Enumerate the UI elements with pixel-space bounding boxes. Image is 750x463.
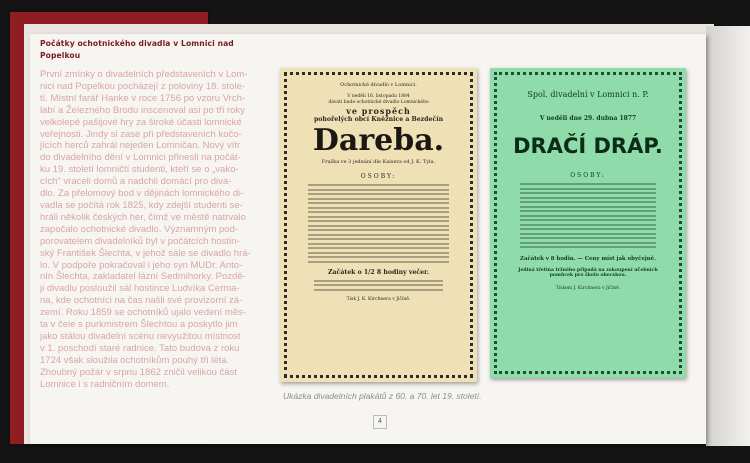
book-edge-right [706,26,750,446]
figure-caption: Ukázka divadelních plakátů z 60. a 70. let 19. století. [283,391,482,401]
article-line: zemí. Roku 1859 se ochotníků ujalo vedení měs- [40,307,246,319]
article-line: vadla se počítá rok 1825, kdy zdejší studenti se- [40,199,243,211]
poster-content [500,78,676,368]
poster-subtitle: Fraška ve 3 jednání dle Kaisera od J. K. Tyla. [321,159,436,165]
article-line: jako stálou divadelní scénu nevyužitou místnost [40,330,241,342]
poster-draci-drap [490,68,686,378]
poster-printer: Tisk J. K. Kirchnera v Jičíně. [346,296,411,302]
article-line: lo. V podpoře pokračoval i jeho syn MUDr. Anto- [40,259,243,271]
poster-dareba [280,68,477,382]
article [40,38,251,390]
poster-beneficiary: pohořelých obcí Kněžnice a Bezdečín [313,116,444,123]
article-line: porovatelem divadelníků byl v počátcích hostin- [40,235,240,247]
poster-org: dávati bude ochotnické divadlo Lomnického [328,100,429,105]
poster-printer: Tiskem J. Kirchnera v Jičíně. [555,286,621,291]
poster-cast-heading: OSOBY: [360,173,397,180]
article-line: ta v čele s purkmistrem Šlechtou a poskytlo jim [40,319,238,331]
article-line: nici nad Popelkou pocházejí z poloviny 18. stole- [40,80,245,92]
article-line: cích" vraceli domů a nadchli domácí pro diva- [40,176,232,188]
poster-header: Spol. divadelní v Lomnici n. P. [527,90,649,99]
poster-header: Ochotnické divadlo v Lomnici. [340,82,417,88]
poster-start: Začátek v 8 hodin. — Ceny míst jak obyčejně. [520,256,656,262]
article-line: Zhoubný požár v srpnu 1862 zničil velikou část [40,366,237,378]
poster-date: V neděli 16. listopadu 1884 [347,94,410,99]
poster-cast-heading: OSOBY: [570,172,606,179]
page-number: 4 [373,415,387,429]
poster-title: DRAČÍ DRÁP. [513,134,663,158]
article-line: První zmínky o divadelních představeních v Lom- [40,69,248,80]
article-line: velkolepé pašijové hry za široké účasti lomnické [40,116,242,128]
article-line: Lomnice i s radničním domem. [40,378,170,390]
poster-cast-list [308,184,449,263]
article-line: započalo ochotnické divadlo. Významným pod- [40,223,239,235]
article-line: ku 19. století lomničtí studenti, kteří se o „vako- [40,164,239,176]
article-line: labí a Železného Brodu inscenoval asi po tři roky [40,104,245,116]
article-line: veřejnosti. Jindy si zase při představeních kočo- [40,128,242,140]
article-line: v 1. poschodí staré radnice. Tato budova z roku [40,342,240,354]
poster-price-list [314,280,443,291]
article-line: na, kde ochotníci na čas našli své provizorní zá- [40,295,243,307]
article-line: 1724 však sloužila ochotníkům pouhý tři léta. [40,354,230,366]
poster-note-1: Jediná třetina tržného připadá na zakoupení učebních [518,268,658,273]
poster-benefit: ve prospěch [346,106,411,116]
article-line: hráli několik českých her, čímž ve městě natrvalo [40,211,246,223]
poster-date: V neděli dne 29. dubna 1877 [539,115,637,122]
article-line: ský František Šlechta, v jehož sále se divadlo hrá- [40,247,251,259]
poster-title: Dareba. [312,123,445,158]
article-line: tí. Místní farář Hanke v roce 1756 po vzoru Vrch- [40,92,246,104]
article-line: jících herců zahrál nejeden Lomničan. Nový vítr [40,140,241,152]
article-line: ji divadlu posloužil sál hostince Ludvíka Cerma- [40,283,240,295]
poster-start: Začátek o 1/2 8 hodiny večer. [328,268,429,276]
article-line: nín Šlechta, zakladatel lázní Sedmihorky. Pozdě- [40,271,246,283]
article-body [40,69,251,390]
article-heading: Počátky ochotnického divadla v Lomnici nad Popelkou [40,39,234,60]
poster-content [290,78,467,372]
article-line: dlo. Za přelomový bod v dějinách lomnického di- [40,188,244,200]
poster-cast-list [520,183,656,248]
poster-note-2: pomůcek pro školu obecskou. [549,273,627,278]
article-line: do divadelního dění v Lomnici přinesli na počát- [40,152,241,164]
